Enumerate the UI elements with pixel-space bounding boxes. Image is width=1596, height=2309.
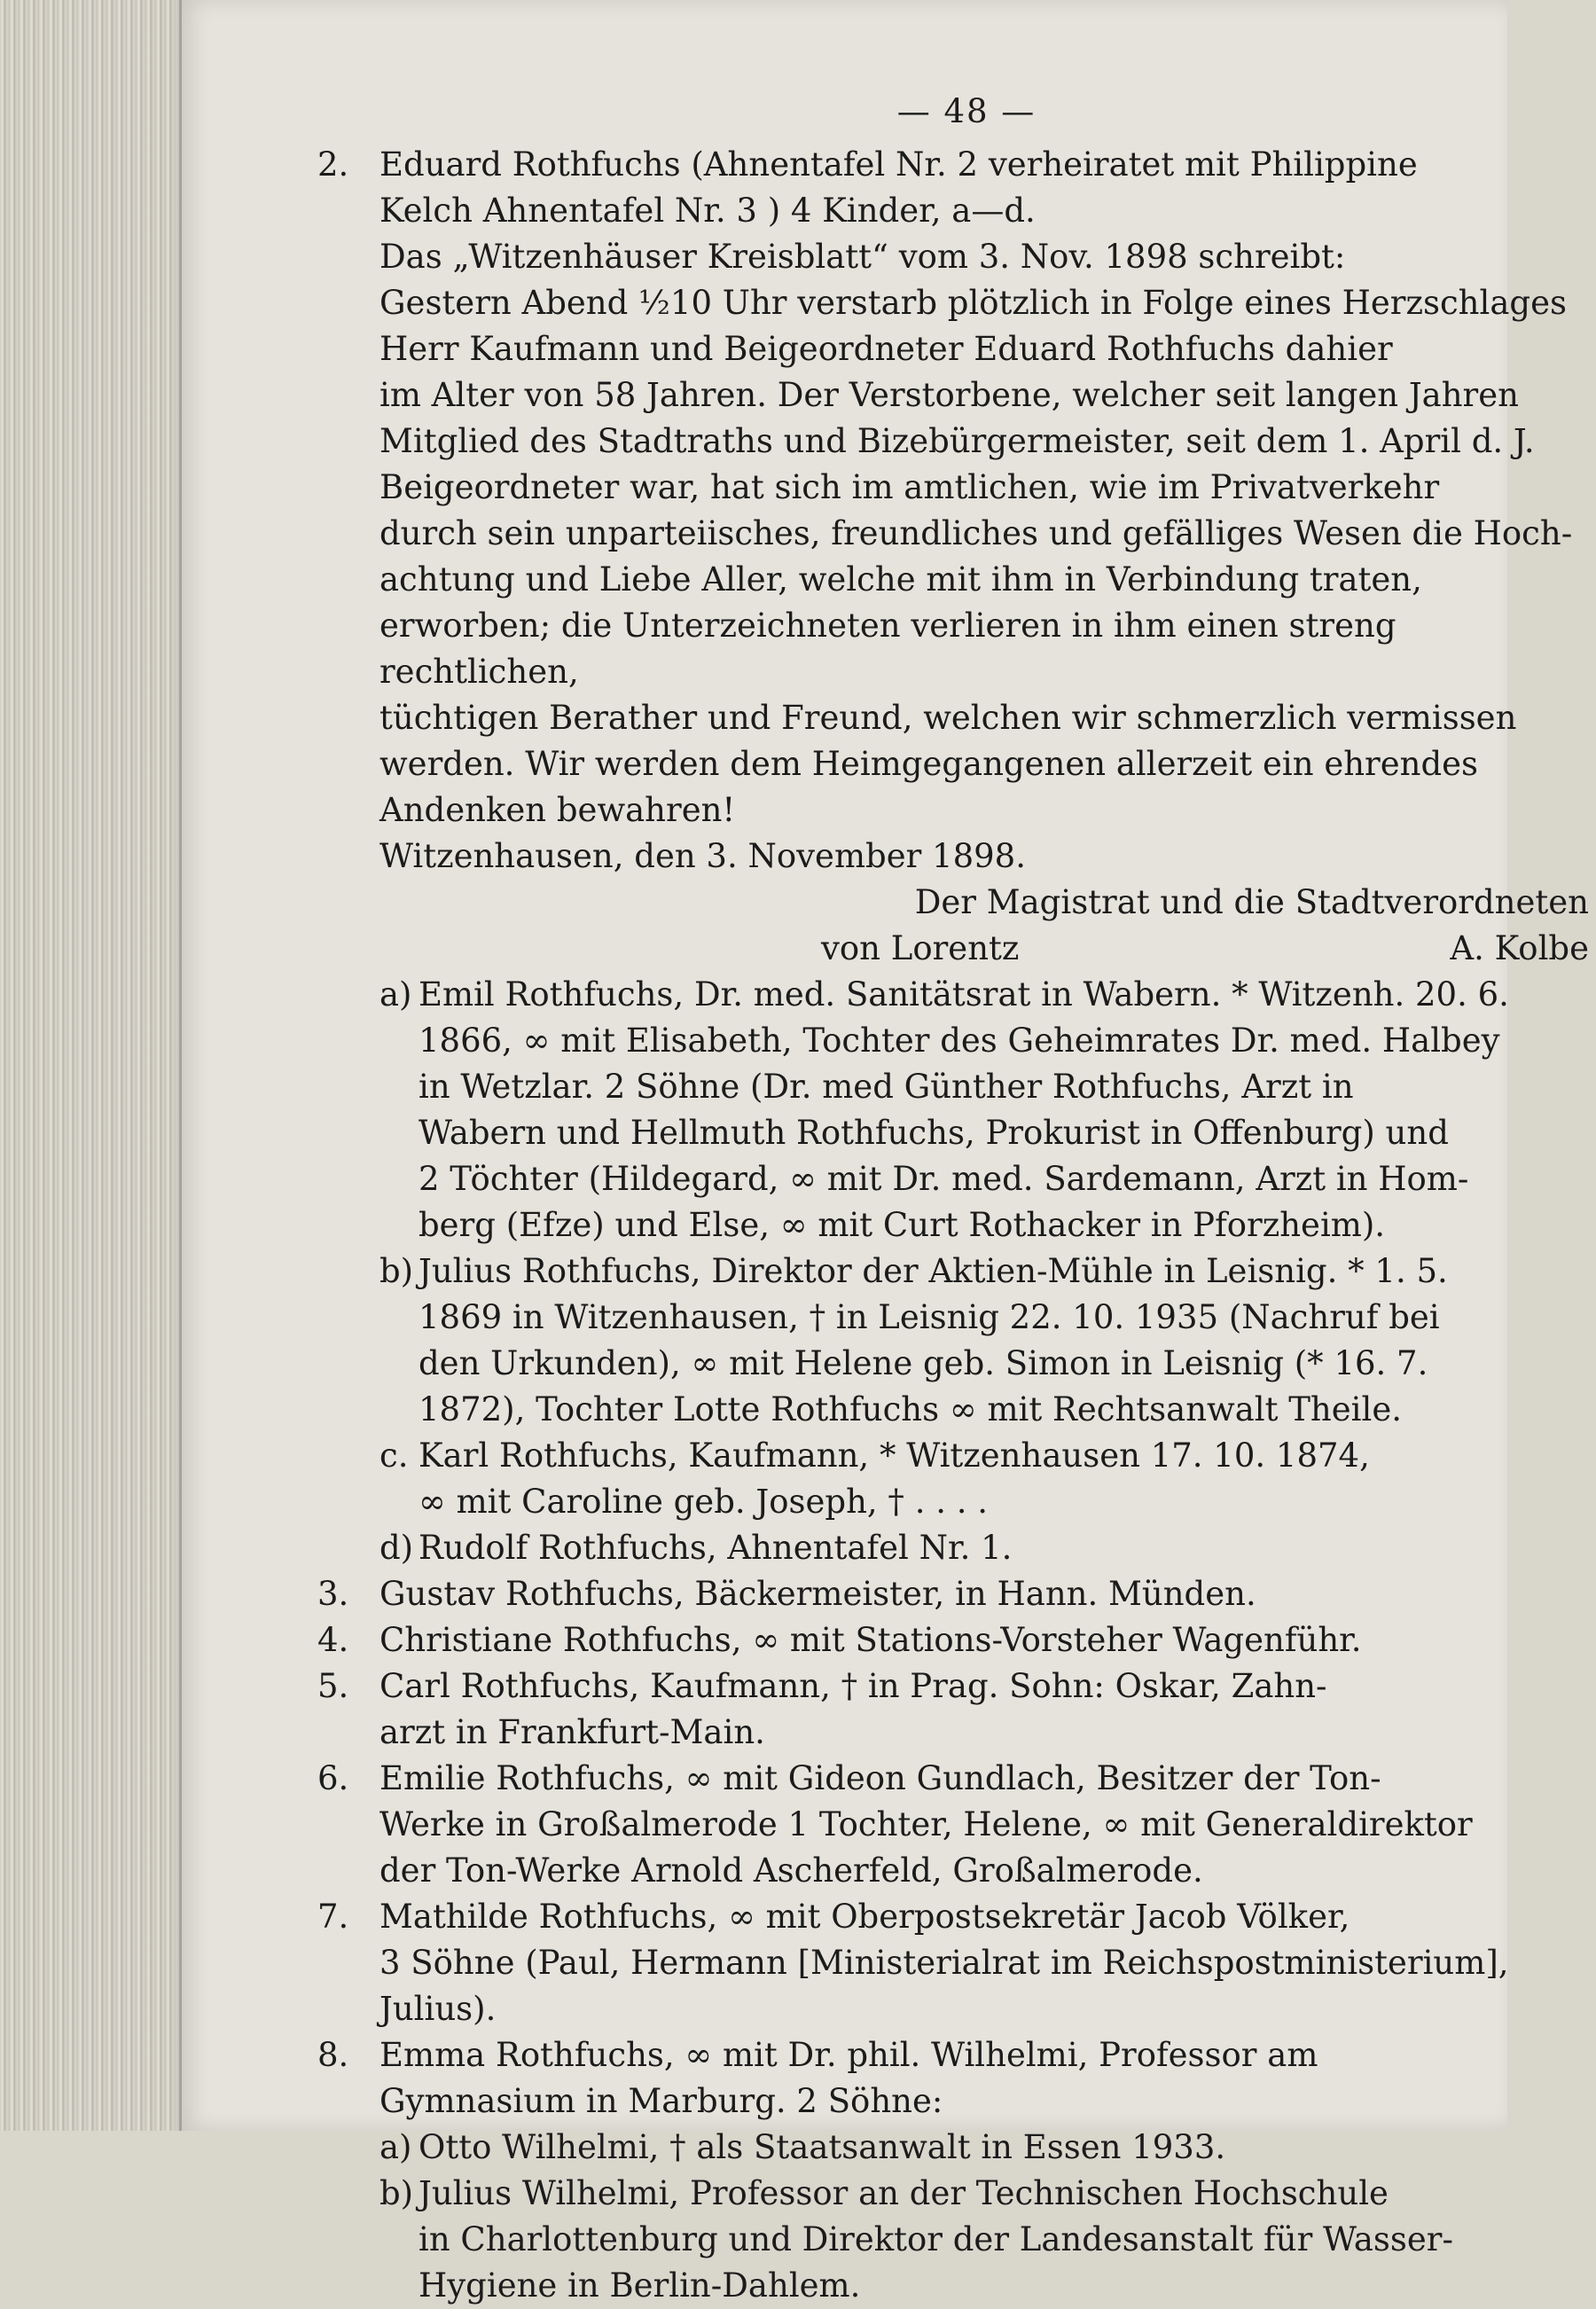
text-line: im Alter von 58 Jahren. Der Verstorbene, welcher seit langen Jahren	[379, 376, 1519, 414]
signer-right: A. Kolbe	[1450, 929, 1589, 967]
sibling-entry	[317, 1663, 1596, 1756]
text-line: berg (Efze) und Else, ∞ mit Curt Rothacker in Pforzheim).	[419, 1206, 1386, 1244]
text-line: werden. Wir werden dem Heimgegangenen allerzeit ein ehrendes	[379, 745, 1479, 783]
text-line: Mitglied des Stadtraths und Bizebürgermeister, seit dem 1. April d. J.	[379, 422, 1535, 460]
child-entry	[337, 1525, 1596, 1571]
text-line: 1872), Tochter Lotte Rothfuchs ∞ mit Rechtsanwalt Theile.	[419, 1390, 1402, 1428]
grandchild-entry	[337, 2125, 1596, 2171]
sibling-entry	[317, 1756, 1596, 1894]
text-line: Hygiene in Berlin-Dahlem.	[419, 2266, 861, 2305]
entry-number: 8.	[317, 2036, 349, 2074]
text-line: Gustav Rothfuchs, Bäckermeister, in Hann. Münden.	[379, 1575, 1256, 1613]
signers	[379, 926, 1596, 972]
signer-left: von Lorentz	[821, 929, 1020, 967]
text-line: Gymnasium in Marburg. 2 Söhne:	[379, 2082, 943, 2120]
text-line: Emma Rothfuchs, ∞ mit Dr. phil. Wilhelmi, Professor am	[379, 2036, 1318, 2074]
entry-number: 7.	[317, 1898, 349, 1936]
text-line: den Urkunden), ∞ mit Helene geb. Simon in Leisnig (* 16. 7.	[419, 1344, 1428, 1382]
child-entry	[337, 1248, 1596, 1433]
text-line: Kelch Ahnentafel Nr. 3 ) 4 Kinder, a—d.	[379, 192, 1036, 230]
text-line: Christiane Rothfuchs, ∞ mit Stations-Vorsteher Wagenführ.	[379, 1621, 1362, 1659]
text-line: Julius Rothfuchs, Direktor der Aktien-Mühle in Leisnig. * 1. 5.	[419, 1252, 1448, 1290]
entry-number: 5.	[317, 1667, 349, 1705]
text-line: 1869 in Witzenhausen, † in Leisnig 22. 10. 1935 (Nachruf bei	[419, 1298, 1440, 1336]
text-line: in Charlottenburg und Direktor der Landesanstalt für Wasser-	[419, 2220, 1453, 2258]
entry-number: 6.	[317, 1759, 349, 1797]
page-number: — 48 —	[896, 92, 1037, 130]
obituary-notice	[337, 234, 1596, 972]
text-line: tüchtigen Berather und Freund, welchen wir schmerzlich vermissen	[379, 699, 1517, 737]
text-line: 2 Töchter (Hildegard, ∞ mit Dr. med. Sardemann, Arzt in Hom-	[419, 1160, 1469, 1198]
text-line: Otto Wilhelmi, † als Staatsanwalt in Essen 1933.	[419, 2128, 1226, 2166]
text-line: Rudolf Rothfuchs, Ahnentafel Nr. 1.	[419, 1529, 1013, 1567]
sibling-entry	[317, 1617, 1596, 1663]
sibling-entry	[317, 1571, 1596, 1617]
text-line: achtung und Liebe Aller, welche mit ihm in Verbindung traten,	[379, 560, 1422, 599]
text-line: Werke in Großalmerode 1 Tochter, Helene, ∞ mit Generaldirektor	[379, 1805, 1473, 1843]
text-line: Beigeordneter war, hat sich im amtlichen, wie im Privatverkehr	[379, 468, 1440, 506]
text-line: Gestern Abend ½10 Uhr verstarb plötzlich in Folge eines Herzschlages	[379, 284, 1567, 322]
book-page	[182, 0, 1589, 2305]
text-line: Eduard Rothfuchs (Ahnentafel Nr. 2 verheiratet mit Philippine	[379, 145, 1418, 184]
child-marker: a)	[379, 975, 412, 1014]
child-marker: c.	[379, 1436, 409, 1475]
grandchild-entry	[337, 2171, 1596, 2309]
text-line: Julius).	[379, 1990, 497, 2028]
child-marker: a)	[379, 2128, 412, 2166]
entry-eduard-rothfuchs	[317, 142, 1596, 234]
text-line: 3 Söhne (Paul, Hermann [Ministerialrat im Reichspostministerium],	[379, 1944, 1509, 1982]
text-line: ∞ mit Caroline geb. Joseph, † . . . .	[419, 1483, 989, 1521]
child-marker: b)	[379, 2174, 414, 2212]
child-entry	[337, 1433, 1596, 1525]
signatory: Der Magistrat und die Stadtverordneten	[914, 883, 1589, 921]
child-marker: b)	[379, 1252, 414, 1290]
text-line: Andenken bewahren!	[379, 791, 736, 829]
text-line: in Wetzlar. 2 Söhne (Dr. med Günther Rothfuchs, Arzt in	[419, 1068, 1354, 1106]
sibling-entry	[317, 2032, 1596, 2125]
text-line: Carl Rothfuchs, Kaufmann, † in Prag. Sohn: Oskar, Zahn-	[379, 1667, 1327, 1705]
text-line: Emilie Rothfuchs, ∞ mit Gideon Gundlach, Besitzer der Ton-	[379, 1759, 1381, 1797]
entry-number: 3.	[317, 1575, 349, 1613]
text-line: Das „Witzenhäuser Kreisblatt“ vom 3. Nov. 1898 schreibt:	[379, 238, 1346, 276]
text-line: Mathilde Rothfuchs, ∞ mit Oberpostsekretär Jacob Völker,	[379, 1898, 1350, 1936]
text-line: arzt in Frankfurt-Main.	[379, 1713, 765, 1751]
text-line: Emil Rothfuchs, Dr. med. Sanitätsrat in Wabern. * Witzenh. 20. 6.	[419, 975, 1509, 1014]
entry-number: 4.	[317, 1621, 349, 1659]
sibling-entry	[317, 1894, 1596, 2032]
text-line: 1866, ∞ mit Elisabeth, Tochter des Geheimrates Dr. med. Halbey	[419, 1021, 1500, 1060]
child-entry	[337, 972, 1596, 1248]
text-line: erworben; die Unterzeichneten verlieren in ihm einen streng rechtlichen,	[379, 607, 1396, 691]
text-line: Herr Kaufmann und Beigeordneter Eduard Rothfuchs dahier	[379, 330, 1393, 368]
text-line: der Ton-Werke Arnold Ascherfeld, Großalmerode.	[379, 1851, 1203, 1890]
child-marker: d)	[379, 1529, 414, 1567]
book-page-edges	[0, 0, 182, 2131]
page-content	[317, 85, 1596, 2309]
text-line: durch sein unparteiisches, freundliches und gefälliges Wesen die Hoch-	[379, 514, 1573, 552]
place-date: Witzenhausen, den 3. November 1898.	[379, 837, 1026, 875]
text-line: Julius Wilhelmi, Professor an der Technischen Hochschule	[419, 2174, 1389, 2212]
text-line: Karl Rothfuchs, Kaufmann, * Witzenhausen 17. 10. 1874,	[419, 1436, 1370, 1475]
text-line: Wabern und Hellmuth Rothfuchs, Prokurist in Offenburg) und	[419, 1114, 1449, 1152]
entry-number: 2.	[317, 145, 349, 184]
